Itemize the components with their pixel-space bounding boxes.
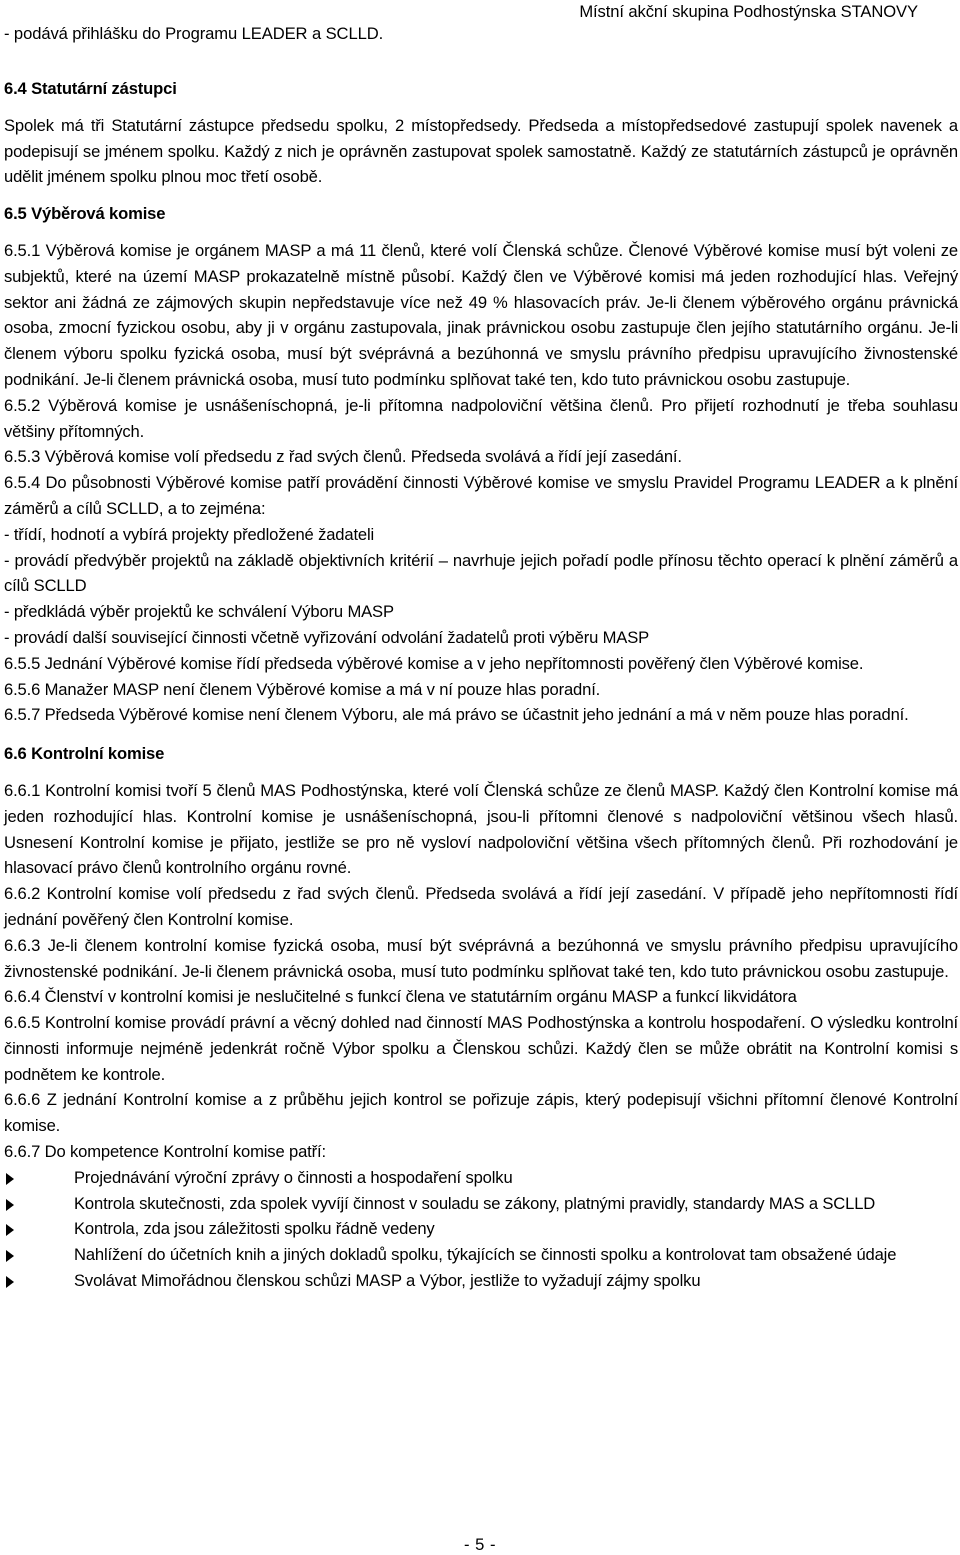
section-6-6-title: 6.6 Kontrolní komise [4,744,165,764]
paragraph-6-6-5: 6.6.5 Kontrolní komise provádí právní a věcný dohled nad činností MAS Podhostýnska a kontrolu hospodaření. O výsledku kontrolní činnosti informuje nejméně jedenkrát ročně Výbor spolku a Členskou schůzi. Každý člen se může obrátit na Kontrolní komisi s podnětem ke kontrole. [4,1013,958,1084]
paragraph-6-5-6: 6.5.6 Manažer MASP není členem Výběrové komise a má v ní pouze hlas poradní. [4,679,601,699]
list-item: - třídí, hodnotí a vybírá projekty předložené žadateli [4,524,375,544]
list-item [4,1165,958,1191]
list-item: - provádí předvýběr projektů na základě objektivních kritérií – navrhuje jejich pořadí podle přínosu těchto operací k plnění záměrů a cílů SCLLD [4,550,958,596]
arrow-bullet-icon [6,1250,14,1262]
list-item [4,1268,958,1294]
paragraph-6-5-1: 6.5.1 Výběrová komise je orgánem MASP a má 11 členů, které volí Členská schůze. Členové Výběrové komise musí být voleni ze subjektů, které na území MASP prokazatelně místně působí. Každý člen ve Výběrové komisi má jeden rozhodující hlas. Veřejný sektor ani žádná ze zájmových skupin nepředstavuje více než 49 % hlasovacích práv. Je-li členem výběrového orgánu právnická osoba, zmocní fyzickou osobu, aby ji v orgánu zastupovala, jinak právnickou osobu zastupuje člen jejího statutárního orgánu. Je-li členem výboru spolku fyzická osoba, musí být svéprávná a bezúhonná ve smyslu právního předpisu upravujícího živnostenské podnikání. Je-li členem právnická osoba, musí tuto podmínku splňovat také ten, kdo tuto právnickou osobu zastupuje. [4,240,958,389]
paragraph-6-5-2: 6.5.2 Výběrová komise je usnášeníschopná, je-li přítomna nadpoloviční většina členů. Pro přijetí rozhodnutí je třeba souhlasu většiny přítomných. [4,395,958,441]
section-6-4-text: Spolek má tři Statutární zástupce předsedu spolku, 2 místopředsedy. Předseda a místopředsedové zastupují spolek navenek a podepisují se jménem spolku. Každý z nich je oprávněn zastupovat spolek samostatně. Každý ze statutárních zástupců je oprávněn udělit jménem spolku plnou moc třetí osobě. [4,115,958,187]
paragraph-6-6-7: 6.6.7 Do kompetence Kontrolní komise patří: [4,1142,326,1162]
list-item-text: Nahlížení do účetních knih a jiných dokladů spolku, týkajících se činnosti spolku a kontrolovat tam obsažené údaje [74,1245,897,1265]
list-item [4,1191,958,1217]
page-number: - 5 - [463,1535,496,1554]
list-item-text: Projednávání výroční zprávy o činnosti a hospodaření spolku [74,1167,513,1187]
paragraph-6-6-6: 6.6.6 Z jednání Kontrolní komise a z průběhu jejich kontrol se pořizuje zápis, který podepisují všichni přítomní členové Kontrolní komise. [4,1090,958,1136]
paragraph-6-6-2: 6.6.2 Kontrolní komise volí předsedu z řad svých členů. Předseda svolává a řídí její zasedání. V případě jeho nepřítomnosti řídí jednání pověřený člen Kontrolní komise. [4,884,958,929]
section-6-5-title: 6.5 Výběrová komise [4,204,166,224]
competence-list [4,1165,958,1294]
list-item-text: Kontrola, zda jsou záležitosti spolku řádně vedeny [74,1219,435,1239]
paragraph-6-6-1: 6.6.1 Kontrolní komisi tvoří 5 členů MAS Podhostýnska, které volí Členská schůze ze členů MASP. Každý člen Kontrolní komise má jeden rozhodující hlas. Kontrolní komise je usnášeníschopná, jsou-li přítomni členové s nadpoloviční většinou všech hlasů. Usnesení Kontrolní komise je přijato, jestliže se pro ně vysloví nadpoloviční většina všech přítomných členů. Při rozhodování je hlasovací právo členů kontrolního orgánu rovné. [4,780,958,878]
arrow-bullet-icon [6,1224,14,1236]
paragraph-6-6-3: 6.6.3 Je-li členem kontrolní komise fyzická osoba, musí být svéprávná a bezúhonná ve smyslu právního předpisu upravujícího živnostenské podnikání. Je-li členem právnická osoba, musí tuto podmínku splňovat také ten, kdo tuto právnickou osobu zastupuje. [4,935,958,981]
list-item [4,1242,958,1268]
arrow-bullet-icon [6,1173,14,1185]
arrow-bullet-icon [6,1199,14,1211]
paragraph-6-5-3: 6.5.3 Výběrová komise volí předsedu z řad svých členů. Předseda svolává a řídí její zasedání. [4,447,682,467]
list-item-text: Svolávat Mimořádnou členskou schůzi MASP a Výbor, jestliže to vyžadují zájmy spolku [74,1271,701,1291]
header-organization: Místní akční skupina Podhostýnska STANOVY [579,2,918,21]
paragraph-6-5-4: 6.5.4 Do působnosti Výběrové komise patří provádění činnosti Výběrové komise ve smyslu Pravidel Programu LEADER a k plnění záměrů a cílů SCLLD, a to zejména: [4,473,958,518]
list-item-text: Kontrola skutečnosti, zda spolek vyvíjí činnost v souladu se zákony, platnými pravidly, standardy MAS a SCLLD [74,1193,876,1213]
header-continuation-line: - podává přihlášku do Programu LEADER a SCLLD. [4,24,384,43]
paragraph-6-6-4: 6.6.4 Členství v kontrolní komisi je neslučitelné s funkcí člena ve statutárním orgánu MASP a funkcí likvidátora [4,987,797,1007]
section-6-4-title: 6.4 Statutární zástupci [4,79,177,98]
paragraph-6-5-5: 6.5.5 Jednání Výběrové komise řídí předseda výběrové komise a v jeho nepřítomnosti pověřený člen Výběrové komise. [4,653,864,673]
list-item: - provádí další související činnosti včetně vyřizování odvolání žadatelů proti výběru MASP [4,627,650,647]
list-item [4,1216,958,1242]
list-item: - předkládá výběr projektů ke schválení Výboru MASP [4,602,394,622]
arrow-bullet-icon [6,1276,14,1288]
document-body [4,76,958,1294]
paragraph-6-5-7: 6.5.7 Předseda Výběrové komise není členem Výboru, ale má právo se účastnit jeho jednání a má v něm pouze hlas poradní. [4,705,909,725]
